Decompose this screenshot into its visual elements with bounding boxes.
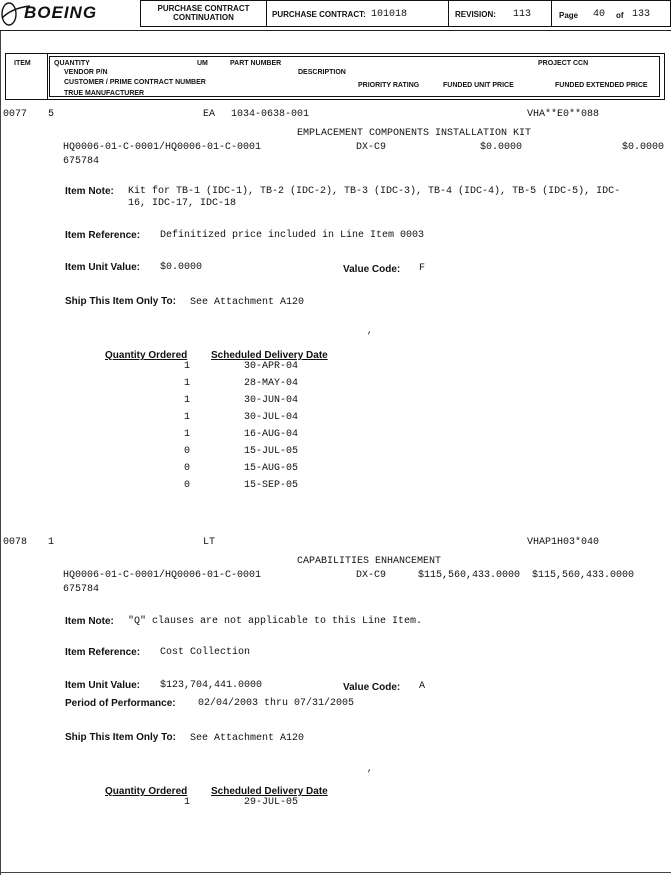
item1-ext-price: $0.0000 (622, 142, 665, 153)
col-um: UM (197, 60, 208, 67)
item1-value-code-label: Value Code: (343, 264, 401, 275)
item1-contract: HQ0006-01-C-0001/HQ0006-01-C-0001 (63, 142, 262, 153)
item2-period: 02/04/2003 thru 07/31/2005 (198, 698, 355, 709)
revision-label: REVISION: (455, 10, 496, 19)
logo-wordmark: BOEING (24, 3, 98, 22)
delivery-qty: 0 (184, 446, 191, 457)
contract-value: 101018 (371, 9, 408, 20)
item1-note-line2: 16, IDC-17, IDC-18 (128, 198, 237, 209)
item2-note: "Q" clauses are not applicable to this Line Item. (128, 616, 423, 627)
delivery-date: 15-AUG-05 (244, 463, 299, 474)
item1-qty-ordered-header: Quantity Ordered (105, 350, 188, 361)
stray-mark-1: , (367, 326, 373, 336)
of-value: 133 (632, 9, 651, 20)
item2-reference-label: Item Reference: (65, 647, 141, 658)
item1-part: 1034-0638-001 (231, 109, 310, 120)
delivery-qty: 1 (184, 797, 191, 808)
delivery-date: 16-AUG-04 (244, 429, 299, 440)
col-project-ccn: PROJECT CCN (538, 60, 589, 67)
item1-qty: 5 (48, 109, 55, 120)
item2-value-code: A (419, 681, 426, 692)
item2-contract: HQ0006-01-C-0001/HQ0006-01-C-0001 (63, 570, 262, 581)
delivery-date: 29-JUL-05 (244, 797, 299, 808)
delivery-date: 30-APR-04 (244, 361, 299, 372)
delivery-qty: 1 (184, 429, 191, 440)
item2-sched-date-header: Scheduled Delivery Date (211, 786, 328, 797)
contract-label: PURCHASE CONTRACT: (272, 10, 366, 19)
delivery-qty: 1 (184, 361, 191, 372)
item2-ship-value: See Attachment A120 (190, 733, 305, 744)
item2-unit-value-label: Item Unit Value: (65, 680, 141, 691)
item1-number: 0077 (3, 109, 28, 120)
col-funded-extended-price: FUNDED EXTENDED PRICE (555, 82, 648, 89)
col-item: ITEM (14, 60, 31, 67)
col-quantity: QUANTITY (54, 60, 90, 67)
item2-ship-label: Ship This Item Only To: (65, 732, 176, 743)
delivery-date: 15-SEP-05 (244, 480, 299, 491)
header-revision-box (448, 0, 552, 27)
col-customer-prime: CUSTOMER / PRIME CONTRACT NUMBER (64, 79, 206, 86)
item2-description: CAPABILITIES ENHANCEMENT (297, 556, 442, 567)
col-true-manufacturer: TRUE MANUFACTURER (64, 90, 145, 97)
col-description: DESCRIPTION (298, 69, 346, 76)
page-label: Page (559, 11, 579, 20)
item1-ship-label: Ship This Item Only To: (65, 296, 176, 307)
left-margin-line (0, 30, 1, 875)
item2-period-label: Period of Performance: (65, 698, 176, 709)
item1-ship-value: See Attachment A120 (190, 297, 305, 308)
item2-unit-value: $123,704,441.0000 (160, 680, 263, 691)
item2-ext-price: $115,560,433.0000 (532, 570, 635, 581)
col-part-number: PART NUMBER (230, 60, 282, 67)
delivery-qty: 1 (184, 395, 191, 406)
item2-number: 0078 (3, 537, 28, 548)
delivery-qty: 1 (184, 378, 191, 389)
item1-ccn: VHA**E0**088 (527, 109, 600, 120)
item1-manufacturer: 675784 (63, 156, 100, 167)
item2-um: LT (203, 537, 216, 548)
item1-sched-date-header: Scheduled Delivery Date (211, 350, 328, 361)
item2-value-code-label: Value Code: (343, 682, 401, 693)
item2-qty-ordered-header: Quantity Ordered (105, 786, 188, 797)
item1-unit-value-label: Item Unit Value: (65, 262, 141, 273)
delivery-qty: 0 (184, 480, 191, 491)
item2-manufacturer: 675784 (63, 584, 100, 595)
item2-unit-price: $115,560,433.0000 (418, 570, 521, 581)
header-page-box (551, 0, 671, 27)
delivery-qty: 0 (184, 463, 191, 474)
item1-note-line1: Kit for TB-1 (IDC-1), TB-2 (IDC-2), TB-3 (IDC-3), TB-4 (IDC-4), TB-5 (IDC-5), IDC- (128, 186, 621, 197)
title-line1: PURCHASE CONTRACT (157, 4, 250, 13)
item2-priority: DX-C9 (356, 570, 387, 581)
header-logo-box (0, 0, 140, 27)
delivery-date: 28-MAY-04 (244, 378, 299, 389)
item2-reference: Cost Collection (160, 647, 251, 658)
delivery-date: 15-JUL-05 (244, 446, 299, 457)
of-label: of (616, 11, 624, 20)
header-contract-box (266, 0, 449, 27)
top-rule (0, 30, 671, 31)
revision-value: 113 (513, 9, 532, 20)
item1-reference: Definitized price included in Line Item 0003 (160, 230, 425, 241)
item2-note-label: Item Note: (65, 616, 114, 627)
item2-ccn: VHAP1H03*040 (527, 537, 600, 548)
delivery-qty: 1 (184, 412, 191, 423)
stray-mark-2: , (367, 764, 373, 774)
page-value: 40 (593, 9, 606, 20)
col-vendor-pn: VENDOR P/N (64, 69, 108, 76)
col-priority-rating: PRIORITY RATING (358, 82, 420, 89)
item1-priority: DX-C9 (356, 142, 387, 153)
item1-note-label: Item Note: (65, 186, 114, 197)
bottom-rule (0, 872, 671, 873)
item1-reference-label: Item Reference: (65, 230, 141, 241)
item2-qty: 1 (48, 537, 55, 548)
item1-description: EMPLACEMENT COMPONENTS INSTALLATION KIT (297, 128, 532, 139)
title-line2: CONTINUATION (173, 13, 234, 22)
item1-um: EA (203, 109, 216, 120)
item1-unit-price: $0.0000 (480, 142, 523, 153)
header-title-box (140, 0, 267, 27)
item1-unit-value: $0.0000 (160, 262, 203, 273)
item1-value-code: F (419, 263, 426, 274)
delivery-date: 30-JUL-04 (244, 412, 299, 423)
col-funded-unit-price: FUNDED UNIT PRICE (443, 82, 514, 89)
delivery-date: 30-JUN-04 (244, 395, 299, 406)
